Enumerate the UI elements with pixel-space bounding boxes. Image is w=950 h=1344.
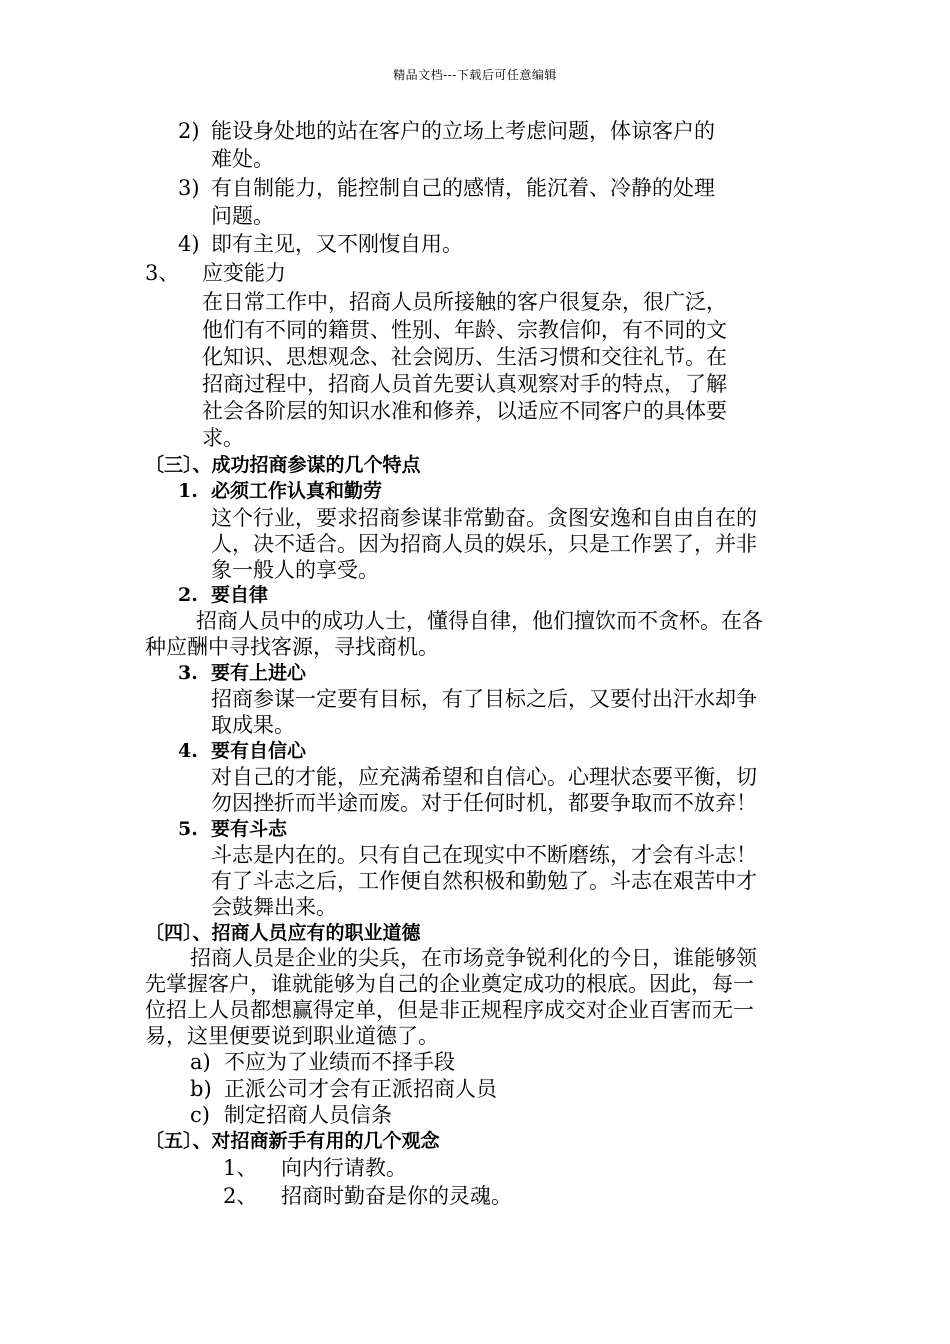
text-line: 正派公司才会有正派招商人员 (224, 1077, 497, 1101)
page-header: 精品文档---下载后可任意编辑 (393, 68, 557, 82)
list-marker: 3. (178, 662, 198, 684)
list-marker: 4. (178, 740, 198, 762)
list-marker: 4) (178, 232, 200, 256)
list-marker: 5. (178, 818, 198, 840)
text-line: 向内行请教。 (281, 1156, 407, 1180)
list-marker: a) (190, 1050, 211, 1074)
text-line: 他们有不同的籍贯、性别、年龄、宗教信仰，有不同的文 (202, 318, 727, 342)
text-line: 不应为了业绩而不择手段 (224, 1050, 455, 1074)
list-marker: 1、 (223, 1156, 258, 1180)
text-line: 在日常工作中，招商人员所接触的客户很复杂，很广泛， (202, 290, 727, 314)
text-line: 有自制能力，能控制自己的感情，能沉着、冷静的处理 (211, 176, 715, 200)
text-line: 易，这里便要说到职业道德了。 (145, 1024, 439, 1048)
text-line: 招商时勤奋是你的灵魂。 (281, 1184, 512, 1208)
list-marker: 3) (178, 176, 200, 200)
list-marker: 2、 (223, 1184, 258, 1208)
text-line: 招商参谋一定要有目标，有了目标之后，又要付出汗水却争 (211, 687, 757, 711)
section-heading: 〔三〕、成功招商参谋的几个特点 (145, 454, 421, 476)
text-line: 制定招商人员信条 (224, 1103, 392, 1127)
text-line: 对自己的才能，应充满希望和自信心。心理状态要平衡，切 (211, 765, 757, 789)
text-line: 先掌握客户，谁就能够为自己的企业奠定成功的根底。因此，每一 (145, 972, 754, 996)
text-line: 种应酬中寻找客源，寻找商机。 (145, 635, 439, 659)
text-line: 斗志是内在的。只有自己在现实中不断磨练，才会有斗志！ (211, 843, 757, 867)
text-line: 应变能力 (202, 261, 286, 285)
list-marker: 2. (178, 584, 198, 606)
list-marker: c) (190, 1103, 210, 1127)
section-heading: 〔四〕、招商人员应有的职业道德 (145, 922, 421, 944)
text-line: 勿因挫折而半途而废。对于任何时机，都要争取而不放弃！ (211, 791, 757, 815)
text-line: 位招上人员都想赢得定单，但是非正规程序成交对企业百害而无一 (145, 998, 754, 1022)
text-line: 问题。 (211, 204, 274, 228)
text-line: 有了斗志之后，工作便自然积极和勤勉了。斗志在艰苦中才 (211, 869, 757, 893)
text-line: 求。 (202, 426, 244, 450)
text-line: 招商人员是企业的尖兵，在市场竞争锐利化的今日，谁能够领 (190, 946, 757, 970)
section-heading: 要有自信心 (211, 740, 307, 762)
list-marker: 2) (178, 119, 200, 143)
text-line: 能设身处地的站在客户的立场上考虑问题，体谅客户的 (211, 119, 715, 143)
section-heading: 要有斗志 (211, 818, 288, 840)
text-line: 招商过程中，招商人员首先要认真观察对手的特点，了解 (202, 372, 727, 396)
text-line: 会鼓舞出来。 (211, 895, 337, 919)
section-heading: 要自律 (211, 584, 269, 606)
text-line: 化知识、思想观念、社会阅历、生活习惯和交往礼节。在 (202, 345, 727, 369)
text-line: 取成果。 (211, 713, 295, 737)
section-heading: 〔五〕、对招商新手有用的几个观念 (145, 1130, 440, 1152)
text-line: 难处。 (211, 147, 274, 171)
text-line: 人，决不适合。因为招商人员的娱乐，只是工作罢了，并非 (211, 532, 757, 556)
section-heading: 要有上进心 (211, 662, 307, 684)
list-marker: b) (190, 1077, 212, 1101)
section-heading: 必须工作认真和勤劳 (211, 480, 383, 502)
text-line: 招商人员中的成功人士，懂得自律，他们擅饮而不贪杯。在各 (196, 609, 763, 633)
text-line: 这个行业，要求招商参谋非常勤奋。贪图安逸和自由自在的 (211, 506, 757, 530)
list-marker: 3、 (145, 261, 180, 285)
text-line: 即有主见，又不刚愎自用。 (211, 232, 463, 256)
text-line: 社会各阶层的知识水准和修养，以适应不同客户的具体要 (202, 399, 727, 423)
text-line: 象一般人的享受。 (211, 558, 379, 582)
list-marker: 1. (178, 480, 198, 502)
